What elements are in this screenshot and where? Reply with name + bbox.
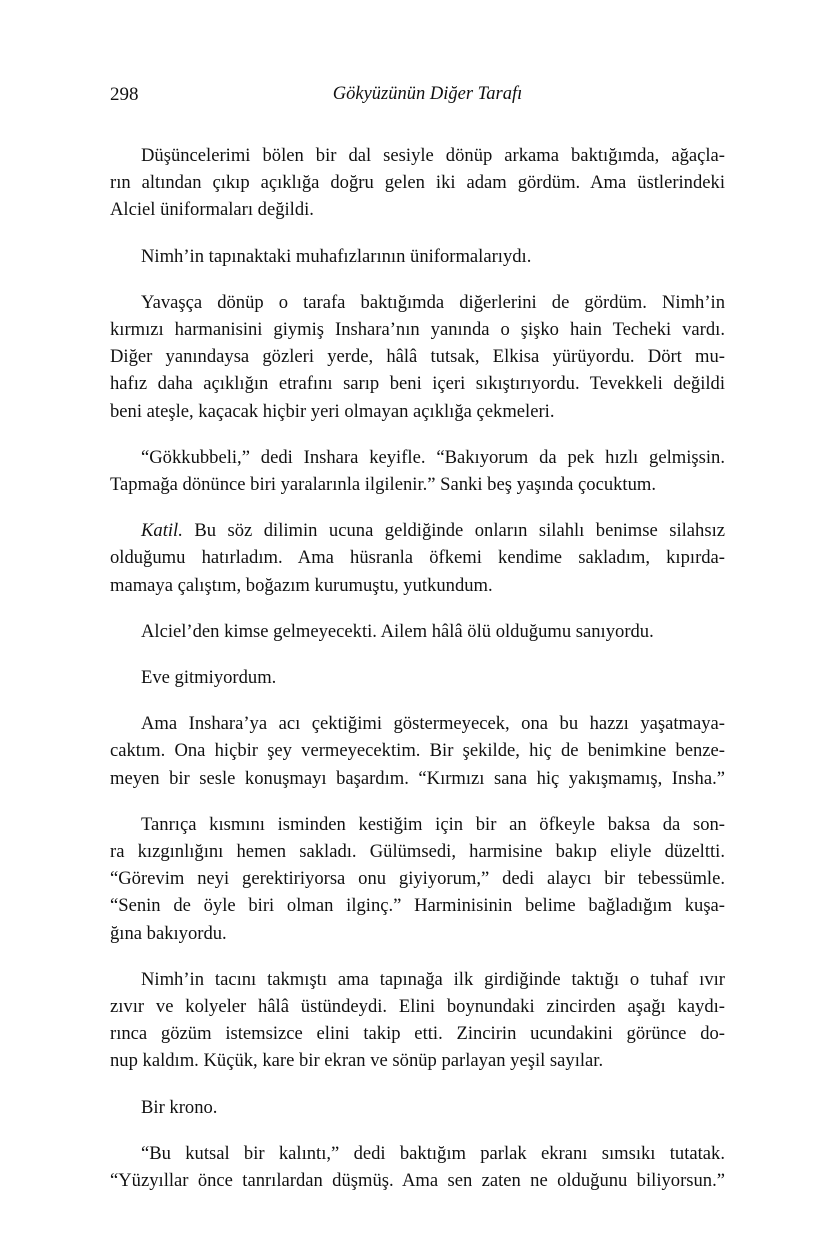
text-line: Ama Inshara’ya acı çektiğimi göstermeyecek, ona bu hazzı yaşatmaya- bbox=[141, 713, 725, 735]
text-line: mamaya çalıştım, boğazım kurumuştu, yutkundum. bbox=[110, 574, 493, 596]
page-header bbox=[110, 84, 725, 114]
paragraph-3 bbox=[110, 289, 725, 425]
text-line: olduğumu hatırladım. Ama hüsranla öfkemi kendime sakladım, kıpırda- bbox=[110, 547, 725, 569]
paragraph-2 bbox=[110, 243, 725, 270]
text-line: Tapmağa dönünce biri yaralarınla ilgilenir.” Sanki beş yaşında çocuktum. bbox=[110, 474, 657, 496]
text-line: hafız daha açıklığın etrafını sarıp beni içeri sıkıştırıyordu. Tevekkeli değildi bbox=[110, 373, 725, 395]
text-line: ra kızgınlığını hemen sakladı. Gülümsedi, harmisine bakıp eliyle düzeltti. bbox=[110, 841, 725, 863]
text-line: Nimh’in tapınaktaki muhafızlarının üniformalarıydı. bbox=[141, 245, 532, 267]
text-line: Nimh’in tacını takmıştı ama tapınağa ilk girdiğinde taktığı o tuhaf ıvır bbox=[141, 968, 725, 990]
text-line: “Senin de öyle biri olman ilginç.” Harminisinin belime bağladığım kuşa- bbox=[110, 895, 725, 917]
paragraph-8 bbox=[110, 710, 725, 792]
running-title: Gökyüzünün Diğer Tarafı bbox=[332, 84, 523, 104]
paragraph-1 bbox=[110, 142, 725, 224]
text-line: Diğer yanındaysa gözleri yerde, hâlâ tutsak, Elkisa yürüyordu. Dört mu- bbox=[110, 346, 725, 368]
paragraph-5 bbox=[110, 517, 725, 599]
text-line: “Görevim neyi gerektiriyorsa onu giyiyorum,” dedi alaycı bir tebessümle. bbox=[110, 868, 725, 890]
text-line: Eve gitmiyordum. bbox=[141, 667, 277, 689]
text-line: caktım. Ona hiçbir şey vermeyecektim. Bir şekilde, hiç de benimkine benze- bbox=[110, 740, 725, 762]
text-line: meyen bir sesle konuşmayı başardım. “Kırmızı sana hiç yakışmamış, Insha.” bbox=[110, 767, 725, 789]
text-line: ğına bakıyordu. bbox=[110, 922, 227, 944]
text-line bbox=[110, 517, 725, 544]
text-line: rın altından çıkıp açıklığa doğru gelen iki adam gördüm. Ama üstlerindeki bbox=[110, 172, 725, 194]
paragraph-6 bbox=[110, 618, 725, 645]
page-number: 298 bbox=[110, 84, 139, 105]
text-line: kırmızı harmanisini giymiş Inshara’nın yanında o şişko hain Techeki vardı. bbox=[110, 319, 725, 341]
paragraph-4 bbox=[110, 444, 725, 498]
text-line: beni ateşle, kaçacak hiçbir yeri olmayan açıklığa çekmeleri. bbox=[110, 400, 555, 422]
text-line: Bir krono. bbox=[141, 1096, 218, 1118]
text-line: rınca gözüm istemsizce elini takip etti. Zincirin ucundakini görünce do- bbox=[110, 1023, 725, 1045]
body-text bbox=[110, 142, 725, 1213]
paragraph-9 bbox=[110, 811, 725, 947]
paragraph-11 bbox=[110, 1094, 725, 1121]
italic-word: Katil. bbox=[141, 520, 183, 542]
text-line: zıvır ve kolyeler hâlâ üstündeydi. Elini boynundaki zincirden aşağı kaydı- bbox=[110, 996, 725, 1018]
paragraph-7 bbox=[110, 664, 725, 691]
text-line: Alciel üniformaları değildi. bbox=[110, 199, 314, 221]
text-line: “Bu kutsal bir kalıntı,” dedi baktığım parlak ekranı sımsıkı tutatak. bbox=[141, 1142, 725, 1164]
text-line: Tanrıça kısmını isminden kestiğim için bir an öfkeyle baksa da son- bbox=[141, 813, 725, 835]
paragraph-10 bbox=[110, 966, 725, 1075]
text-line: Alciel’den kimse gelmeyecekti. Ailem hâlâ ölü olduğumu sanıyordu. bbox=[141, 620, 654, 642]
text-line: “Yüzyıllar önce tanrılardan düşmüş. Ama sen zaten ne olduğunu biliyorsun.” bbox=[110, 1170, 725, 1192]
text-line: Yavaşça dönüp o tarafa baktığımda diğerlerini de gördüm. Nimh’in bbox=[141, 291, 725, 313]
text-line: Düşüncelerimi bölen bir dal sesiyle dönüp arkama baktığımda, ağaçla- bbox=[141, 145, 725, 166]
text-fragment: Bu söz dilimin ucuna geldiğinde onların silahlı benimse silahsız bbox=[182, 520, 725, 542]
text-line: “Gökkubbeli,” dedi Inshara keyifle. “Bakıyorum da pek hızlı gelmişsin. bbox=[141, 446, 725, 468]
text-line: nup kaldım. Küçük, kare bir ekran ve sönüp parlayan yeşil sayılar. bbox=[110, 1050, 604, 1072]
paragraph-12 bbox=[110, 1140, 725, 1194]
